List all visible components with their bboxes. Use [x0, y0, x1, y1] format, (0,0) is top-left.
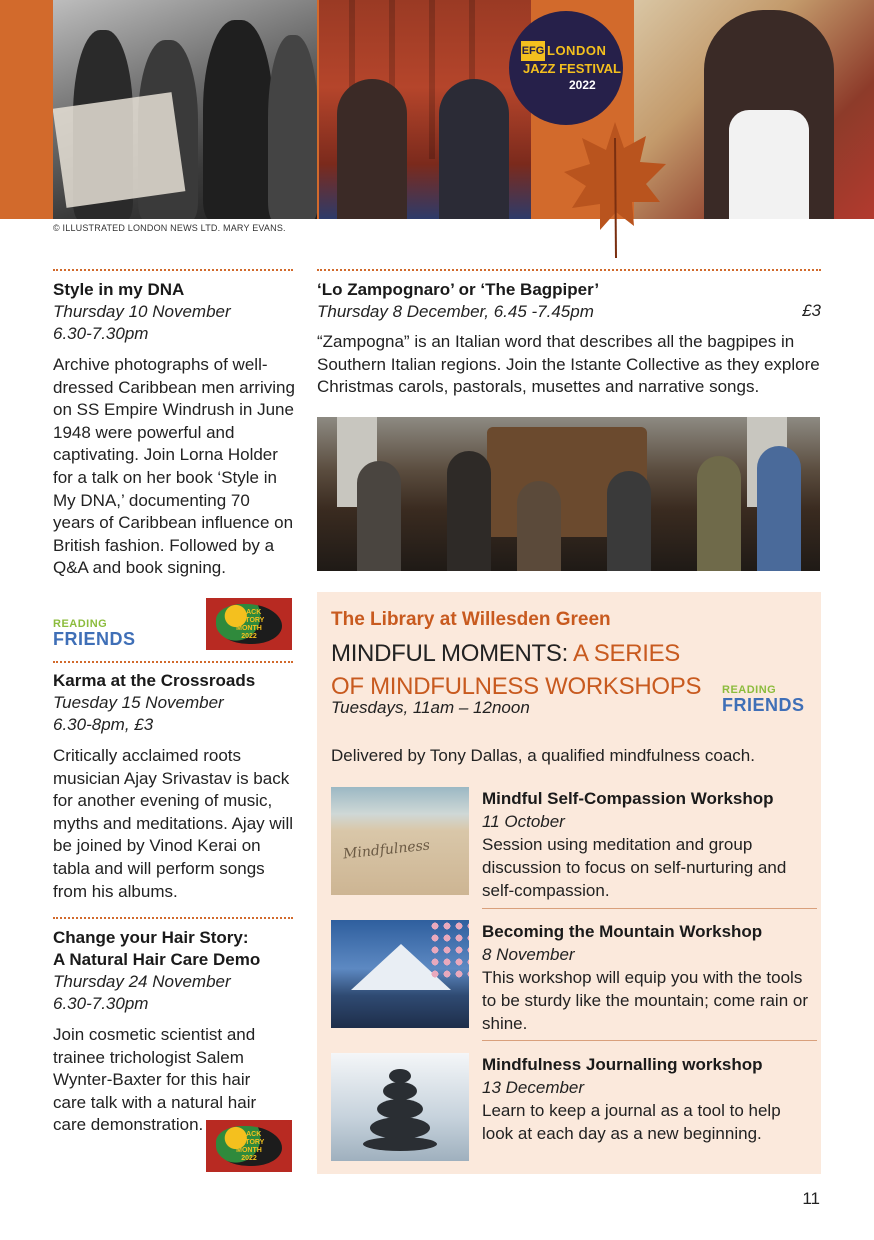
mindful-moments-panel	[317, 592, 821, 1174]
workshop-date: 13 December	[482, 1078, 585, 1097]
autumn-leaf-icon	[560, 118, 670, 268]
library-name: The Library at Willesden Green	[331, 609, 611, 630]
workshop-divider	[482, 1040, 817, 1041]
festival-logo-line1: LONDON	[547, 43, 607, 58]
divider	[53, 661, 293, 663]
event-karma-at-the-crossroads	[53, 670, 298, 903]
event-title: ‘Lo Zampognaro’ or ‘The Bagpiper’	[317, 280, 600, 299]
divider	[317, 269, 821, 271]
event-title: Style in my DNA	[53, 280, 185, 299]
london-jazz-festival-logo	[509, 11, 623, 125]
stacked-stones-image	[331, 1053, 469, 1161]
workshop-description: This workshop will equip you with the tools to be sturdy like the mountain; come rain or shine.	[482, 968, 808, 1033]
series-facilitator: Delivered by Tony Dallas, a qualified mindfulness coach.	[331, 746, 755, 765]
divider	[53, 269, 293, 271]
event-description: Critically acclaimed roots musician Ajay Srivastav is back for another evening of music, myths and meditations. Ajay will be joined by Vinod Kerai on tabla and will perform songs from his albums.	[53, 746, 293, 901]
workshop-date: 11 October	[482, 812, 565, 831]
black-history-month-badge: BLACK HISTORY MONTH 2022	[206, 598, 292, 650]
event-lo-zampognaro	[317, 279, 821, 399]
event-change-your-hair-story	[53, 927, 298, 1137]
event-description: Archive photographs of well-dressed Caribbean men arriving on SS Empire Windrush in June 1948 were powerful and captivating. Join Lorna Holder for a talk on her book ‘Style in My DNA,’ documenting 70 years of Caribbean influence on British fashion. Followed by a Q&A and book signing.	[53, 355, 295, 578]
event-title: Karma at the Crossroads	[53, 671, 256, 690]
event-title-line1: Change your Hair Story:	[53, 928, 249, 947]
event-date: Thursday 10 November	[53, 302, 231, 321]
event-time: 6.30-7.30pm	[53, 324, 149, 343]
mindfulness-sand-image: Mindfulness	[331, 787, 469, 895]
reading-friends-logo: READING FRIENDS	[722, 684, 805, 715]
speaker-portrait-photo	[634, 0, 874, 219]
festival-logo-line2: JAZZ FESTIVAL	[523, 61, 621, 76]
event-time: 6.30-8pm, £3	[53, 715, 154, 734]
efg-logo-text: EFG	[521, 41, 545, 61]
istante-collective-photo	[317, 417, 820, 571]
black-history-month-badge: BLACK HISTORY MONTH 2022	[206, 1120, 292, 1172]
event-style-in-my-dna	[53, 279, 298, 580]
workshop-title: Mindful Self-Compassion Workshop	[482, 789, 774, 808]
event-time: 6.30-7.30pm	[53, 994, 149, 1013]
series-heading: MINDFUL MOMENTS: A SERIES OF MINDFULNESS WORKSHOPS	[331, 640, 702, 700]
workshop-title: Becoming the Mountain Workshop	[482, 922, 763, 941]
mountain-image	[331, 920, 469, 1028]
divider	[53, 917, 293, 919]
event-date: Tuesday 15 November	[53, 693, 224, 712]
page-number: 11	[802, 1189, 820, 1208]
photo-credit: © ILLUSTRATED LONDON NEWS LTD. MARY EVANS.	[53, 223, 286, 233]
workshop-date: 8 November	[482, 945, 575, 964]
event-title-line2: A Natural Hair Care Demo	[53, 950, 261, 969]
festival-logo-year: 2022	[569, 78, 596, 92]
series-time: Tuesdays, 11am – 12noon	[331, 698, 530, 717]
workshop-title: Mindfulness Journalling workshop	[482, 1055, 763, 1074]
workshop-description: Learn to keep a journal as a tool to help look at each day as a new beginning.	[482, 1101, 781, 1143]
windrush-archive-photo	[53, 0, 317, 219]
workshop-description: Session using meditation and group discussion to focus on self-nurturing and self-compassion.	[482, 835, 787, 900]
event-date: Thursday 24 November	[53, 972, 231, 991]
event-description: Join cosmetic scientist and trainee trichologist Salem Wynter-Baxter for this hair care talk with a natural hair care demonstration.	[53, 1025, 257, 1135]
event-date: Thursday 8 December, 6.45 -7.45pm	[317, 302, 594, 321]
event-description: “Zampogna” is an Italian word that describes all the bagpipes in Southern Italian regions. Join the Istante Collective as they explore Christmas carols, pastorals, musettes and narrative songs.	[317, 332, 820, 397]
event-price: £3	[802, 301, 821, 320]
reading-friends-logo: READING FRIENDS	[53, 618, 136, 649]
workshop-divider	[482, 908, 817, 909]
top-banner	[0, 0, 874, 219]
musicians-photo	[319, 0, 531, 219]
